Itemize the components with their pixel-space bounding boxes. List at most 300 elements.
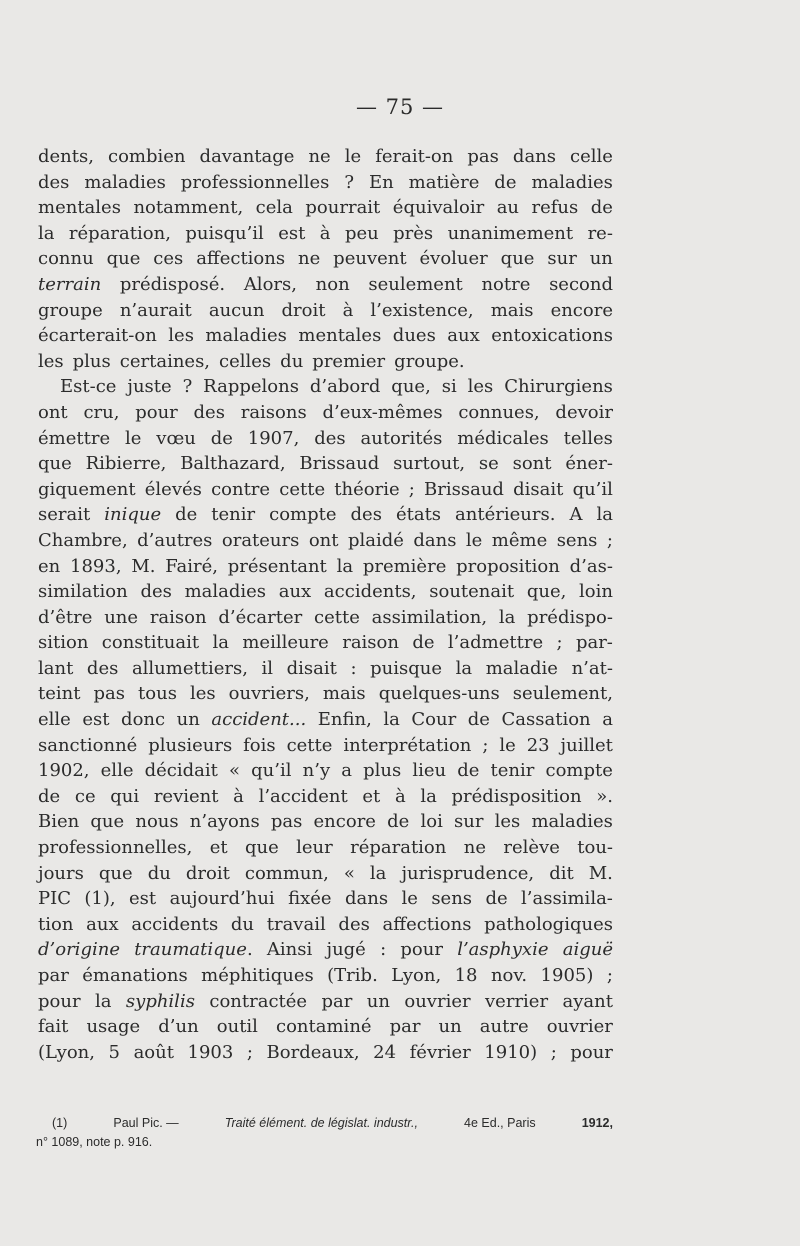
- text: connues,: [458, 401, 540, 423]
- word: [602, 707, 613, 733]
- text: 1907,: [247, 427, 300, 449]
- text: à: [319, 222, 331, 244]
- word: [38, 1014, 68, 1040]
- text: meilleure: [242, 632, 329, 654]
- text: tou-: [577, 837, 613, 859]
- text: sens: [556, 529, 598, 551]
- text: «: [343, 862, 355, 884]
- word: [82, 707, 109, 733]
- text: maladies: [205, 325, 287, 347]
- word: [99, 861, 133, 887]
- word: [549, 861, 574, 887]
- text: sition: [38, 632, 89, 654]
- text: il: [261, 657, 274, 679]
- word: [484, 1040, 537, 1066]
- word: [38, 349, 64, 375]
- word: [563, 937, 613, 963]
- word: [38, 502, 90, 528]
- word: [322, 400, 442, 426]
- text: outil: [216, 1016, 258, 1038]
- word: [256, 195, 293, 221]
- text-line: [38, 579, 613, 605]
- word: [412, 630, 434, 656]
- word: [271, 809, 303, 835]
- word: [222, 528, 300, 554]
- text: quelques-uns: [378, 683, 500, 705]
- word: [138, 681, 177, 707]
- word: [218, 605, 302, 631]
- text: évoluer: [419, 248, 488, 270]
- text: ?: [344, 171, 354, 193]
- word: [228, 554, 327, 580]
- word: [341, 758, 352, 784]
- text-line: [38, 758, 613, 784]
- word: [148, 861, 171, 887]
- text: n’at-: [571, 657, 613, 679]
- word: [334, 477, 399, 503]
- word: [188, 1040, 234, 1066]
- text: En: [368, 171, 394, 193]
- word: [455, 502, 555, 528]
- word: [38, 426, 110, 452]
- text: celles: [219, 350, 272, 372]
- text: pathologiques: [484, 913, 613, 935]
- text: qu’il: [251, 760, 292, 782]
- text: pour: [570, 1041, 613, 1063]
- text: aux: [86, 913, 119, 935]
- text: celle: [570, 146, 613, 167]
- word: [269, 502, 336, 528]
- word: [38, 861, 84, 887]
- text: Est-ce: [60, 376, 117, 398]
- word: [503, 835, 560, 861]
- word: [447, 323, 479, 349]
- text-line: [38, 733, 613, 759]
- text: de: [387, 811, 410, 833]
- text: ouvrier: [404, 990, 471, 1012]
- italic-text: accident...: [211, 709, 307, 731]
- word: [491, 758, 535, 784]
- text: le: [465, 529, 483, 551]
- text: cela: [255, 197, 293, 219]
- text: giquement: [38, 478, 136, 500]
- word: [245, 861, 329, 887]
- text: ayant: [562, 990, 613, 1012]
- text: cette: [279, 478, 326, 500]
- text-line: [38, 144, 613, 170]
- word: [345, 221, 379, 247]
- text: que: [106, 248, 141, 270]
- text: l’accident: [258, 785, 348, 807]
- word: [38, 246, 94, 272]
- text: orateurs: [221, 529, 300, 551]
- word: [412, 758, 446, 784]
- text: d’autres: [137, 529, 213, 551]
- text: la: [369, 862, 387, 884]
- word: [337, 554, 354, 580]
- text: similation: [38, 581, 128, 603]
- text: soutenait: [429, 581, 515, 603]
- text: M.: [131, 555, 156, 577]
- text: plus: [72, 350, 111, 372]
- text-line: [38, 349, 613, 375]
- word: [368, 272, 462, 298]
- word: [502, 707, 591, 733]
- text: plus: [363, 760, 402, 782]
- word: [513, 681, 613, 707]
- text: Enfin,: [317, 709, 372, 731]
- footnote-line: [36, 1133, 613, 1152]
- text: ne: [298, 248, 321, 270]
- text: est: [278, 222, 306, 244]
- text: ?: [182, 376, 193, 398]
- word: [303, 758, 330, 784]
- text: compte: [545, 760, 613, 782]
- word: [513, 451, 552, 477]
- word: [201, 963, 314, 989]
- word: [379, 681, 500, 707]
- word: [38, 554, 60, 580]
- word: [596, 784, 613, 810]
- word: [308, 144, 330, 170]
- text: l’admettre: [447, 632, 544, 654]
- word: [362, 784, 380, 810]
- word: [327, 963, 378, 989]
- text: tion: [38, 913, 74, 935]
- text: re-: [587, 222, 613, 244]
- word: [420, 809, 442, 835]
- word: [468, 707, 490, 733]
- text: la: [420, 785, 437, 807]
- text: éner-: [565, 453, 613, 475]
- word: [464, 835, 486, 861]
- word: [348, 528, 404, 554]
- text: la: [596, 504, 613, 526]
- word: [394, 349, 464, 375]
- text: seulement,: [512, 683, 613, 705]
- word: [590, 246, 613, 272]
- word: [120, 298, 192, 324]
- text: de: [485, 888, 508, 910]
- word: [251, 758, 291, 784]
- word: [596, 502, 613, 528]
- text: d’as-: [569, 555, 613, 577]
- text: par-: [575, 632, 613, 654]
- text: devoir: [555, 401, 613, 423]
- word: [298, 323, 381, 349]
- word: [38, 784, 60, 810]
- text: ferait-on: [375, 146, 454, 167]
- word: [504, 374, 613, 400]
- word: [527, 605, 613, 631]
- word: [326, 937, 365, 963]
- word: [180, 451, 285, 477]
- text: que,: [391, 376, 431, 398]
- text: 1905): [540, 965, 594, 986]
- word: [390, 1014, 421, 1040]
- text-line: [38, 630, 613, 656]
- text: antérieurs.: [455, 504, 556, 526]
- text: à: [394, 785, 406, 807]
- text: les: [494, 811, 521, 833]
- word: [137, 528, 212, 554]
- text: des: [86, 657, 119, 679]
- text: qui: [110, 785, 140, 807]
- word: [570, 554, 613, 580]
- text: 1893,: [70, 555, 122, 577]
- text: 24: [373, 1041, 397, 1063]
- word: [94, 681, 126, 707]
- word: [370, 298, 473, 324]
- text: de: [412, 632, 435, 654]
- text: davantage: [199, 146, 295, 167]
- text: autorités: [360, 427, 443, 449]
- word: [140, 579, 171, 605]
- word: [107, 246, 141, 272]
- text-line: [38, 374, 613, 400]
- word: [455, 963, 478, 989]
- word: [491, 963, 527, 989]
- word: [38, 1040, 95, 1066]
- text: 1902,: [38, 760, 90, 782]
- word: [248, 426, 300, 452]
- word: [134, 937, 252, 963]
- text: plusieurs: [148, 734, 233, 756]
- word: [531, 809, 612, 835]
- word: [429, 579, 514, 605]
- word: [38, 937, 120, 963]
- word: [181, 170, 330, 196]
- word: [110, 784, 139, 810]
- italic-text: terrain: [38, 273, 102, 295]
- text-line: [38, 221, 613, 247]
- text: est: [82, 709, 110, 731]
- word: [38, 528, 128, 554]
- text: tenir: [490, 760, 535, 782]
- text-line: [38, 707, 613, 733]
- word: [38, 912, 73, 938]
- text: des: [193, 401, 225, 423]
- text-line: [38, 784, 613, 810]
- word: [497, 195, 519, 221]
- text: est: [129, 888, 157, 910]
- word: [145, 758, 218, 784]
- word: [38, 681, 80, 707]
- text: notamment,: [133, 197, 244, 219]
- word: [499, 733, 515, 759]
- text: PIC: [38, 888, 71, 910]
- word: [561, 733, 613, 759]
- word: [491, 323, 613, 349]
- text: prédisposition: [451, 785, 582, 807]
- word: [393, 323, 436, 349]
- text: réparation: [350, 837, 447, 859]
- word: [400, 937, 443, 963]
- word: [452, 784, 582, 810]
- word: [338, 912, 369, 938]
- word: [579, 579, 613, 605]
- text: travail: [266, 913, 326, 935]
- word: [547, 1014, 613, 1040]
- text: de: [457, 760, 480, 782]
- word: [393, 195, 484, 221]
- text: plaidé: [347, 529, 404, 551]
- text: de: [210, 427, 233, 449]
- text: la: [336, 555, 354, 577]
- word: [420, 246, 488, 272]
- word: [393, 451, 465, 477]
- text: aucun: [208, 299, 265, 321]
- word: [209, 298, 265, 324]
- text: cru,: [83, 401, 120, 423]
- text: que: [90, 811, 125, 833]
- word: [370, 861, 387, 887]
- word: [486, 656, 558, 682]
- word: [150, 605, 207, 631]
- word: [108, 144, 186, 170]
- text: un: [176, 709, 200, 731]
- text: des: [38, 171, 70, 193]
- word: [211, 502, 255, 528]
- text: mentales: [298, 325, 382, 347]
- footnote-author: Paul Pic. —: [113, 1116, 179, 1130]
- text: les: [467, 376, 494, 398]
- text: ;: [606, 529, 613, 551]
- text: compte: [269, 504, 337, 526]
- text: nov.: [490, 965, 528, 986]
- text: surtout,: [393, 453, 466, 475]
- text: 1903: [187, 1041, 234, 1063]
- word: [205, 323, 286, 349]
- text: connu: [38, 248, 94, 270]
- text: (Trib.: [327, 965, 378, 986]
- word: [38, 989, 81, 1015]
- text: Fairé,: [165, 555, 218, 577]
- word: [38, 170, 69, 196]
- word: [38, 886, 71, 912]
- word: [404, 989, 470, 1015]
- word: [82, 963, 187, 989]
- word: [562, 989, 612, 1015]
- word: [491, 298, 534, 324]
- word: [305, 195, 380, 221]
- word: [38, 579, 128, 605]
- word: [299, 451, 379, 477]
- word: [86, 451, 167, 477]
- text: d’abord: [309, 376, 381, 398]
- text: (Lyon,: [38, 1041, 95, 1063]
- word: [38, 656, 73, 682]
- word: [576, 630, 613, 656]
- word: [387, 809, 409, 835]
- italic-text: inique: [104, 504, 162, 526]
- text: A: [569, 504, 583, 526]
- word: [342, 630, 399, 656]
- italic-text: d’origine: [38, 939, 120, 961]
- word: [267, 912, 326, 938]
- text: autre: [479, 1016, 529, 1038]
- text-line: [38, 963, 613, 989]
- word: [86, 912, 118, 938]
- word: [38, 195, 121, 221]
- footnote-year: 1912,: [581, 1116, 613, 1130]
- word: [60, 374, 116, 400]
- text-line: [38, 681, 613, 707]
- word: [431, 886, 472, 912]
- word: [344, 170, 354, 196]
- text-line: [38, 861, 613, 887]
- text: pas: [93, 683, 125, 705]
- word: [501, 246, 535, 272]
- word: [165, 554, 218, 580]
- word: [448, 221, 574, 247]
- text: août: [133, 1041, 174, 1063]
- text: elle: [100, 760, 134, 782]
- word: [367, 989, 390, 1015]
- word: [360, 426, 442, 452]
- text: à: [342, 299, 354, 321]
- word: [296, 835, 333, 861]
- word: [133, 195, 243, 221]
- word: [439, 1014, 462, 1040]
- word: [83, 400, 119, 426]
- text: commun,: [244, 862, 329, 884]
- word: [551, 298, 613, 324]
- word: [194, 400, 225, 426]
- word: [457, 937, 548, 963]
- text: la: [455, 657, 473, 679]
- text: états: [395, 504, 442, 526]
- text: pour: [38, 990, 81, 1012]
- text: se: [478, 453, 499, 475]
- text: cette: [314, 606, 360, 628]
- text: n’ayons: [189, 811, 260, 833]
- word: [135, 809, 178, 835]
- word: [324, 579, 417, 605]
- text-line: [38, 989, 613, 1015]
- text: jugé: [326, 939, 366, 961]
- text: au: [496, 197, 520, 219]
- text: émettre: [38, 427, 111, 449]
- word: [314, 426, 345, 452]
- word: [287, 733, 333, 759]
- text: telles: [563, 427, 613, 449]
- word: [456, 656, 473, 682]
- word: [343, 298, 354, 324]
- text: constituait: [101, 632, 200, 654]
- word: [577, 835, 613, 861]
- word: [38, 323, 157, 349]
- word: [276, 1014, 372, 1040]
- word: [38, 221, 55, 247]
- text: teint: [38, 683, 81, 705]
- word: [572, 656, 613, 682]
- text: et: [209, 837, 228, 859]
- text: juillet: [560, 734, 613, 756]
- text: mais: [322, 683, 366, 705]
- word: [499, 605, 516, 631]
- word: [309, 528, 339, 554]
- word: [556, 630, 562, 656]
- word: [344, 861, 355, 887]
- word: [369, 170, 394, 196]
- word: [401, 886, 417, 912]
- word: [156, 426, 196, 452]
- text: aujourd’hui: [169, 888, 275, 910]
- text: certaines,: [119, 350, 211, 372]
- text: ;: [556, 632, 563, 654]
- text: 1910): [484, 1041, 538, 1063]
